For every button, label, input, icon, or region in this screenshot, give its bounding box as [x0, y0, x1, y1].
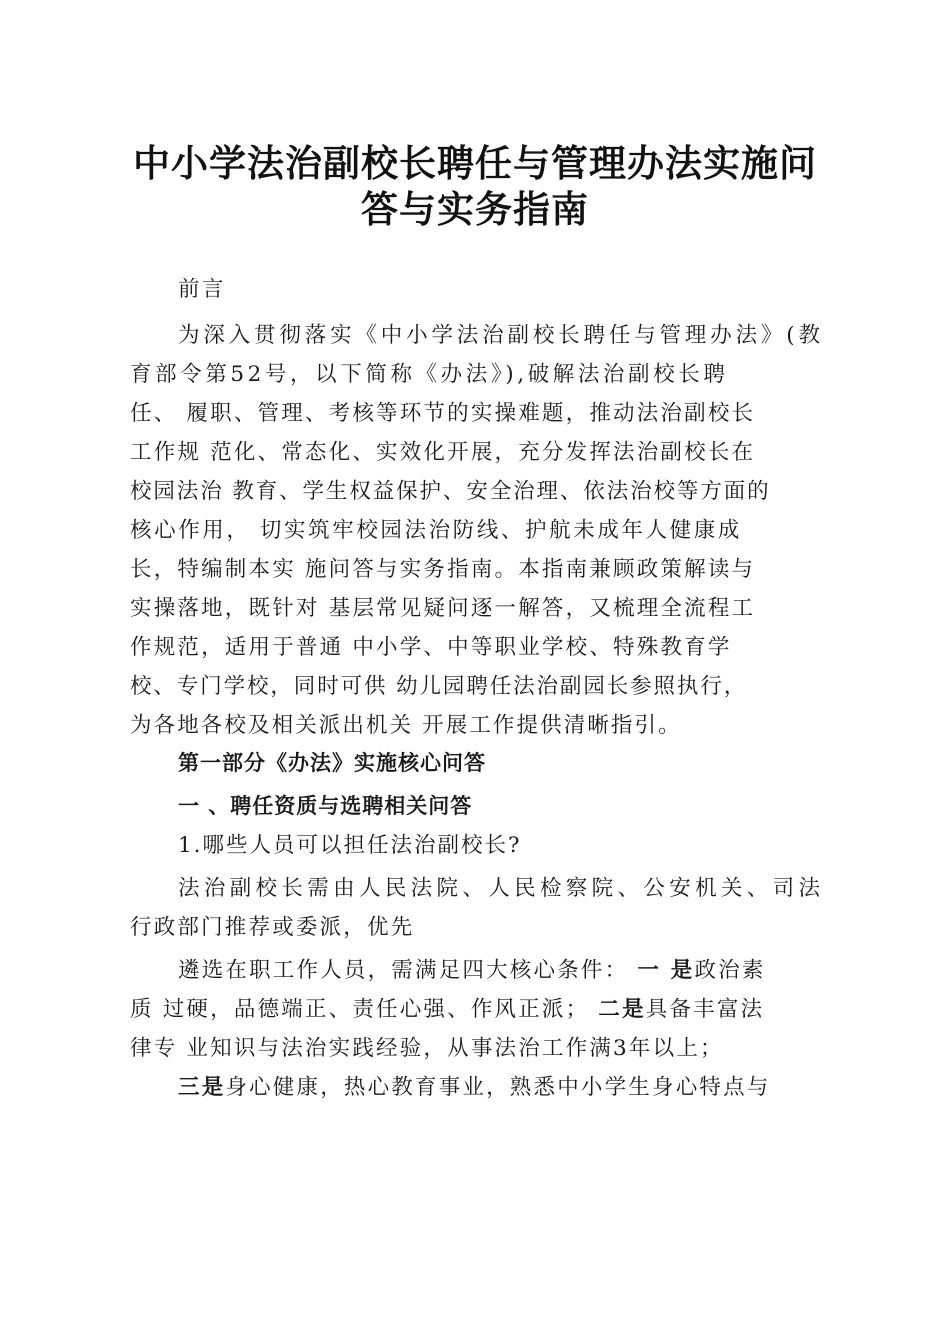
conditions-line-1 — [178, 956, 766, 986]
conditions-text-2b: 具备丰富法 — [645, 997, 765, 1022]
conditions-text-4: 身心健康，热心教育事业，熟悉中小学生身心特点与 — [225, 1075, 771, 1100]
question-1: 1.哪些人员可以担任法治副校长? — [178, 833, 522, 858]
answer-line-2: 行政部门推荐或委派，优先 — [130, 915, 415, 940]
section-one-heading: 一 、聘任资质与选聘相关问答 — [178, 794, 473, 818]
preface-line-2: 育部令第52号，以下简称《办法》),破解法治副校长聘 — [130, 362, 729, 387]
conditions-text-2a: 质 过硬，品德端正、责任心强、作风正派； — [130, 997, 599, 1022]
answer-line-1: 法治副校长需由人民法院、人民检察院、公安机关、司法 — [178, 876, 820, 901]
preface-line-4: 工作规 范化、常态化、实效化开展，充分发挥法治副校长在 — [130, 440, 756, 465]
preface-line-1: 为深入贯彻落实《中小学法治副校长聘任与管理办法》(教 — [178, 323, 820, 348]
condition-three-keyword: 三是 — [178, 1075, 226, 1100]
document-title-line-2: 答与实务指南 — [361, 188, 589, 231]
part-one-heading: 第一部分《办法》实施核心问答 — [178, 751, 486, 775]
conditions-line-4 — [178, 1073, 771, 1103]
preface-line-10: 校、专门学校，同时可供 幼儿园聘任法治副园长参照执行， — [130, 674, 748, 699]
condition-two-keyword: 二是 — [598, 997, 646, 1022]
preface-line-8: 实操落地，既针对 基层常见疑问逐一解答，又梳理全流程工 — [130, 596, 756, 621]
preface-line-7: 长，特编制本实 施问答与实务指南。本指南兼顾政策解读与 — [130, 557, 756, 582]
preface-line-11: 为各地各校及相关派出机关 开展工作提供清晰指引。 — [130, 713, 682, 738]
preface-line-5: 校园法治 教育、学生权益保护、安全治理、依法治校等方面的 — [130, 479, 771, 504]
preface-line-9: 作规范，适用于普通 中小学、中等职业学校、特殊教育学 — [130, 635, 732, 660]
preface-label: 前言 — [178, 277, 226, 302]
condition-one-keyword: 一 是 — [637, 958, 695, 983]
conditions-text-1a: 遴选在职工作人员，需满足四大核心条件： — [178, 958, 638, 983]
conditions-line-3: 律专 业知识与法治实践经验，从事法治工作满3年以上； — [130, 1036, 724, 1061]
conditions-text-1b: 政治素 — [694, 958, 766, 983]
conditions-line-2 — [130, 995, 764, 1025]
preface-line-6: 核心作用， 切实筑牢校园法治防线、护航未成年人健康成 — [130, 518, 742, 543]
preface-line-3: 任、 履职、管理、考核等环节的实操难题，推动法治副校长 — [130, 401, 756, 426]
document-title-line-1: 中小学法治副校长聘任与管理办法实施问 — [133, 142, 817, 185]
